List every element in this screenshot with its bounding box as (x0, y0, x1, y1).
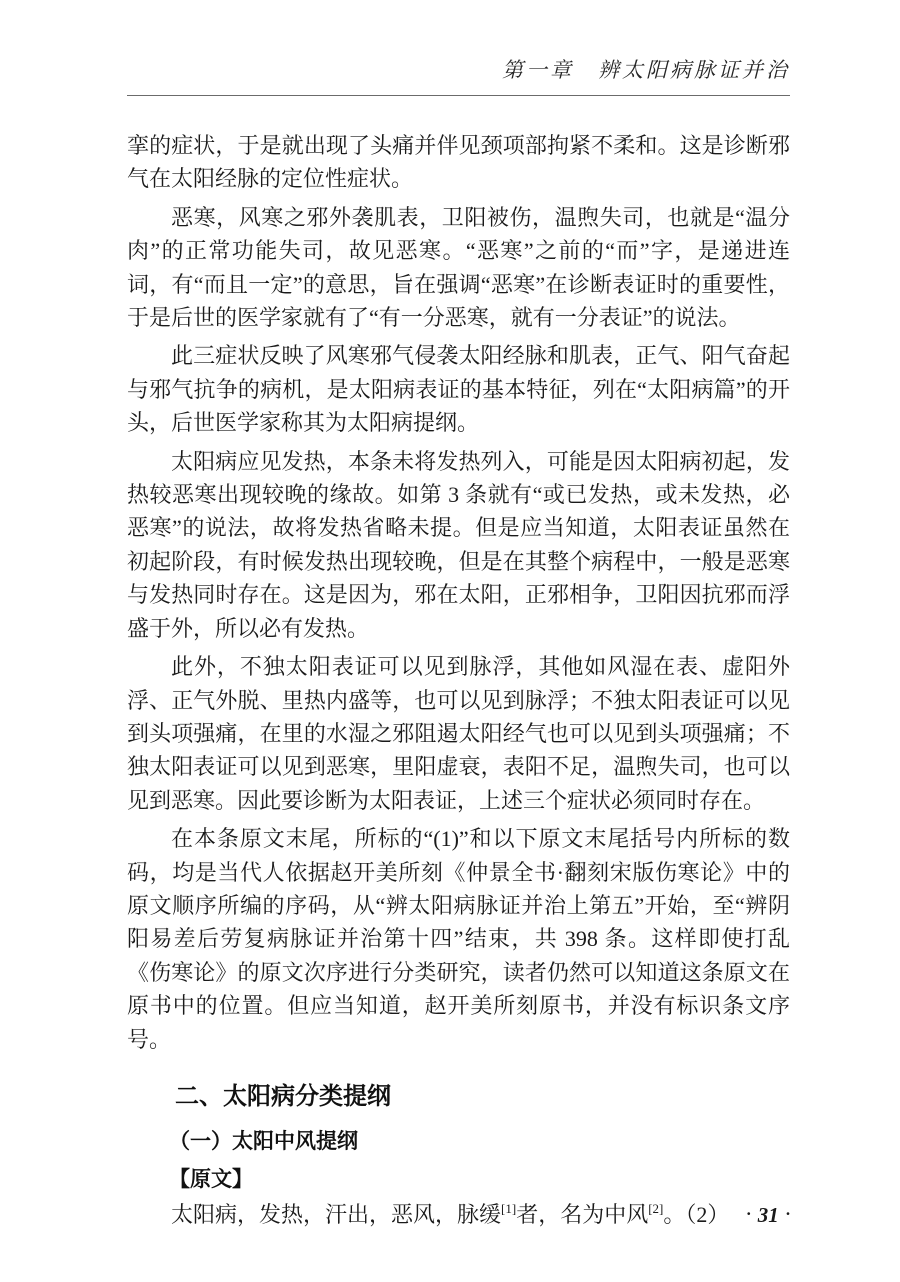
footnote-ref-1: [1] (501, 1200, 517, 1216)
original-text-label: 【原文】 (169, 1167, 253, 1191)
original-text-segment: 者，名为中风 (516, 1201, 649, 1227)
page-body (127, 129, 790, 1231)
footer-dot-left: · (746, 1204, 751, 1223)
footer-dot-right: · (785, 1204, 790, 1223)
paragraph: 在本条原文末尾，所标的“(1)”和以下原文末尾括号内所标的数码，均是当代人依据赵开美所刻《仲景全书·翻刻宋版伤寒论》中的原文顺序所编的序码，从“辨太阳病脉证并治上第五”开始，至“辨阴阳易差后劳复病脉证并治第十四”结束，共 398 条。这样即使打乱《伤寒论》的原文次序进行分类研究，读者仍然可以知道这条原文在原书中的位置。但应当知道，赵开美所刻原书，并没有标识条文序号。 (127, 826, 790, 1052)
original-text (127, 1198, 790, 1231)
section-heading: 二、太阳病分类提纲 (175, 1082, 391, 1110)
paragraph: 恶寒，风寒之邪外袭肌表，卫阳被伤，温煦失司，也就是“温分肉”的正常功能失司，故见恶寒。“恶寒”之前的“而”字，是递进连词，有“而且一定”的意思，旨在强调“恶寒”在诊断表证时的重要性，于是后世的医学家就有了“有一分恶寒，就有一分表证”的说法。 (127, 204, 790, 331)
page-header (127, 0, 790, 96)
paragraph: 此三症状反映了风寒邪气侵袭太阳经脉和肌表，正气、阳气奋起与邪气抗争的病机，是太阳病表证的基本特征，列在“太阳病篇”的开头，后世医学家称其为太阳病提纲。 (127, 343, 790, 436)
page-footer (747, 1203, 791, 1228)
paragraph: 太阳病应见发热，本条未将发热列入，可能是因太阳病初起，发热较恶寒出现较晚的缘故。如第 3 条就有“或已发热，或未发热，必恶寒”的说法，故将发热省略未提。但是应当知道，太阳表证虽然在初起阶段，有时候发热出现较晚，但是在其整个病程中，一般是恶寒与发热同时存在。这是因为，邪在太阳，正邪相争，卫阳因抗邪而浮盛于外，所以必有发热。 (127, 448, 790, 641)
paragraph: 挛的症状，于是就出现了头痛并伴见颈项部拘紧不柔和。这是诊断邪气在太阳经脉的定位性症状。 (127, 133, 790, 192)
page-number: 31 (757, 1203, 779, 1227)
footnote-ref-2: [2] (648, 1200, 664, 1216)
paragraph: 此外，不独太阳表证可以见到脉浮，其他如风湿在表、虚阳外浮、正气外脱、里热内盛等，也可以见到脉浮；不独太阳表证可以见到头项强痛，在里的水湿之邪阻遏太阳经气也可以见到头项强痛；不独太阳表证可以见到恶寒，里阳虚衰，表阳不足，温煦失司，也可以见到恶寒。因此要诊断为太阳表证，上述三个症状必须同时存在。 (127, 654, 790, 813)
subsection-heading: （一）太阳中风提纲 (169, 1129, 358, 1153)
chapter-title: 第一章 辨太阳病脉证并治 (502, 58, 790, 82)
original-text-segment: 。（2） (663, 1201, 730, 1227)
original-text-segment: 太阳病，发热，汗出，恶风，脉缓 (171, 1201, 502, 1227)
